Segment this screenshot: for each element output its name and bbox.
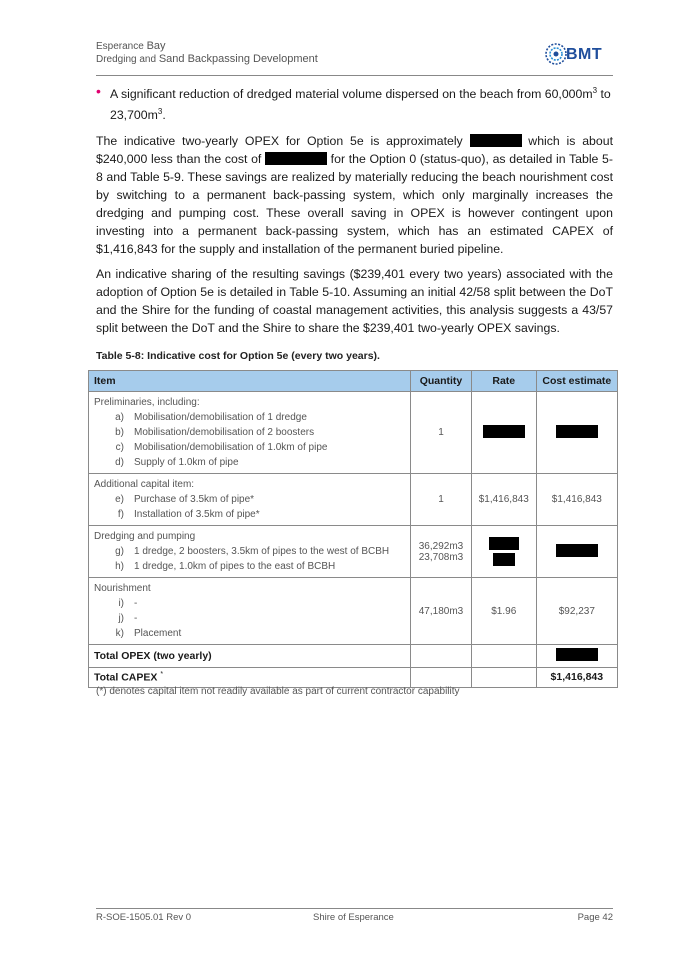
quantity-cell: [411, 526, 472, 578]
sub-item: [94, 626, 405, 641]
sub-text: Installation of 3.5km of pipe*: [134, 509, 260, 520]
redacted-value: [470, 134, 522, 147]
col-header-item: Item: [89, 371, 411, 392]
quantity-line: 23,708m3: [418, 551, 464, 563]
redacted-value: [556, 425, 598, 438]
sub-label: c): [115, 442, 124, 453]
total-capex-label-cell: [89, 668, 411, 688]
table-row: [89, 526, 618, 578]
sub-item: [94, 559, 405, 574]
sub-item: [94, 544, 405, 559]
rate-cell: [471, 526, 536, 578]
table-caption: Table 5-8: Indicative cost for Option 5e (every two years).: [96, 350, 380, 362]
para1-part-b: which is about $240,000 less than the cost of: [96, 134, 613, 167]
redacted-value: [556, 648, 598, 661]
total-capex-label: Total CAPEX: [94, 671, 158, 684]
redacted-value: [483, 425, 525, 438]
total-opex-label: Total OPEX (two yearly): [89, 645, 411, 668]
redacted-value: [556, 544, 598, 557]
sub-text: 1 dredge, 2 boosters, 3.5km of pipes to the west of BCBH: [134, 546, 390, 557]
total-opex-row: [89, 645, 618, 668]
row-title: Preliminaries, including:: [94, 397, 200, 408]
sub-text: Mobilisation/demobilisation of 2 boosters: [134, 427, 315, 438]
sub-item: [94, 507, 405, 522]
sub-label: f): [117, 509, 124, 520]
bullet-text-b: to 23,700m: [110, 87, 611, 123]
cost-cell: [536, 392, 617, 474]
table-row: [89, 474, 618, 526]
total-capex-value: $1,416,843: [536, 668, 617, 688]
sub-text: Mobilisation/demobilisation of 1.0km of pipe: [134, 442, 328, 453]
sub-text: -: [134, 598, 138, 609]
quantity-cell: 1: [411, 392, 472, 474]
bullet-text-c: .: [162, 108, 166, 123]
capex-asterisk: *: [160, 671, 164, 678]
header-line-1-small: Esperance: [96, 41, 144, 52]
bullet-text: [110, 82, 613, 124]
sub-label: g): [115, 546, 124, 557]
redacted-value: [489, 537, 519, 550]
sub-label: h): [115, 561, 124, 572]
col-header-rate: Rate: [471, 371, 536, 392]
paragraph-opex: [96, 132, 613, 258]
row-title: Dredging and pumping: [94, 531, 196, 542]
table-row: [89, 578, 618, 645]
sub-label: j): [118, 613, 124, 624]
sub-text: Mobilisation/demobilisation of 1 dredge: [134, 412, 307, 423]
total-opex-value: [536, 645, 617, 668]
body-content: [96, 82, 613, 344]
table-header-row: [89, 371, 618, 392]
table-footnote: (*) denotes capital item not readily available as part of current contractor capability: [96, 686, 460, 697]
sub-label: e): [115, 494, 124, 505]
sub-item: [94, 492, 405, 507]
empty-cell: [471, 645, 536, 668]
footer-client: Shire of Esperance: [313, 912, 394, 923]
sub-label: k): [115, 628, 124, 639]
quantity-line: 36,292m3: [418, 540, 464, 552]
total-capex-row: [89, 668, 618, 688]
cost-cell: $1,416,843: [536, 474, 617, 526]
paragraph-savings: An indicative sharing of the resulting savings ($239,401 every two years) associated with the adoption of Option 5e is detailed in Table 5-10. Assuming an initial 42/58 split between the DoT and the Shire for the funding of coastal management activities, this analysis suggests a 43/57 split between the DoT and the Shire to share the $239,401 two-yearly OPEX savings.: [96, 267, 613, 336]
sub-label: b): [115, 427, 124, 438]
sub-text: 1 dredge, 1.0km of pipes to the east of BCBH: [134, 561, 336, 572]
sub-label: a): [115, 412, 124, 423]
sub-label: d): [115, 457, 124, 468]
bullet-dot-icon: •: [96, 83, 101, 99]
cost-cell: $92,237: [536, 578, 617, 645]
cost-cell: [536, 526, 617, 578]
quantity-cell: 1: [411, 474, 472, 526]
footer-page-number: Page 42: [577, 912, 613, 923]
footer-doc-id: R-SOE-1505.01 Rev 0: [96, 912, 192, 923]
row-title: Nourishment: [94, 583, 151, 594]
header-line-1: [96, 40, 616, 53]
redacted-value: [493, 553, 515, 566]
bmt-logo-text: BMT: [566, 46, 603, 63]
bullet-sup-2: 3: [157, 107, 163, 117]
sub-label: i): [118, 598, 124, 609]
sub-text: -: [134, 613, 138, 624]
row-title: Additional capital item:: [94, 479, 195, 490]
header-line-2-small: Dredging and: [96, 54, 157, 65]
sub-item: [94, 425, 405, 440]
header-line-2: [96, 53, 616, 66]
bmt-globe-icon: [544, 42, 568, 66]
header-divider: [96, 75, 613, 76]
empty-cell: [411, 668, 472, 688]
bullet-sup-1: 3: [592, 86, 598, 95]
col-header-cost: Cost estimate: [536, 371, 617, 392]
sub-item: [94, 596, 405, 611]
item-cell: [89, 392, 411, 474]
rate-cell: [471, 392, 536, 474]
empty-cell: [471, 668, 536, 688]
bullet-item: [96, 82, 613, 124]
header-line-2-big: Sand Backpassing Development: [158, 53, 318, 65]
rate-cell: $1,416,843: [471, 474, 536, 526]
bullet-text-a: A significant reduction of dredged material volume dispersed on the beach from 60,000m: [110, 87, 593, 102]
bmt-logo: [544, 40, 614, 70]
rate-cell: $1.96: [471, 578, 536, 645]
col-header-quantity: Quantity: [411, 371, 472, 392]
item-cell: [89, 474, 411, 526]
sub-text: Placement: [134, 628, 182, 639]
para1-part-a: The indicative two-yearly OPEX for Option 5e is approximately: [96, 134, 470, 149]
item-cell: [89, 526, 411, 578]
para1-part-c: for the Option 0 (status-quo), as detailed in Table 5-8 and Table 5-9. These savings are realized by materially reducing the beach nourishment cost by switching to a permanent back-passing system, which only marginally increases the dredging and pumping cost. These overall saving in OPEX is however contingent upon investing into a permanent back-passing system, which has an estimated CAPEX of $1,416,843 for the supply and installation of the permanent buried pipeline.: [96, 152, 613, 257]
footer-divider: [96, 908, 613, 909]
sub-item: [94, 410, 405, 425]
table-row: [89, 392, 618, 474]
sub-text: Purchase of 3.5km of pipe*: [134, 494, 255, 505]
sub-item: [94, 611, 405, 626]
header-line-1-big: Bay: [146, 40, 166, 52]
sub-text: Supply of 1.0km of pipe: [134, 457, 239, 468]
quantity-cell: 47,180m3: [411, 578, 472, 645]
cost-table: [88, 370, 618, 688]
page-header: [96, 40, 616, 80]
sub-item: [94, 455, 405, 470]
redacted-value: [265, 152, 327, 165]
empty-cell: [411, 645, 472, 668]
sub-item: [94, 440, 405, 455]
item-cell: [89, 578, 411, 645]
